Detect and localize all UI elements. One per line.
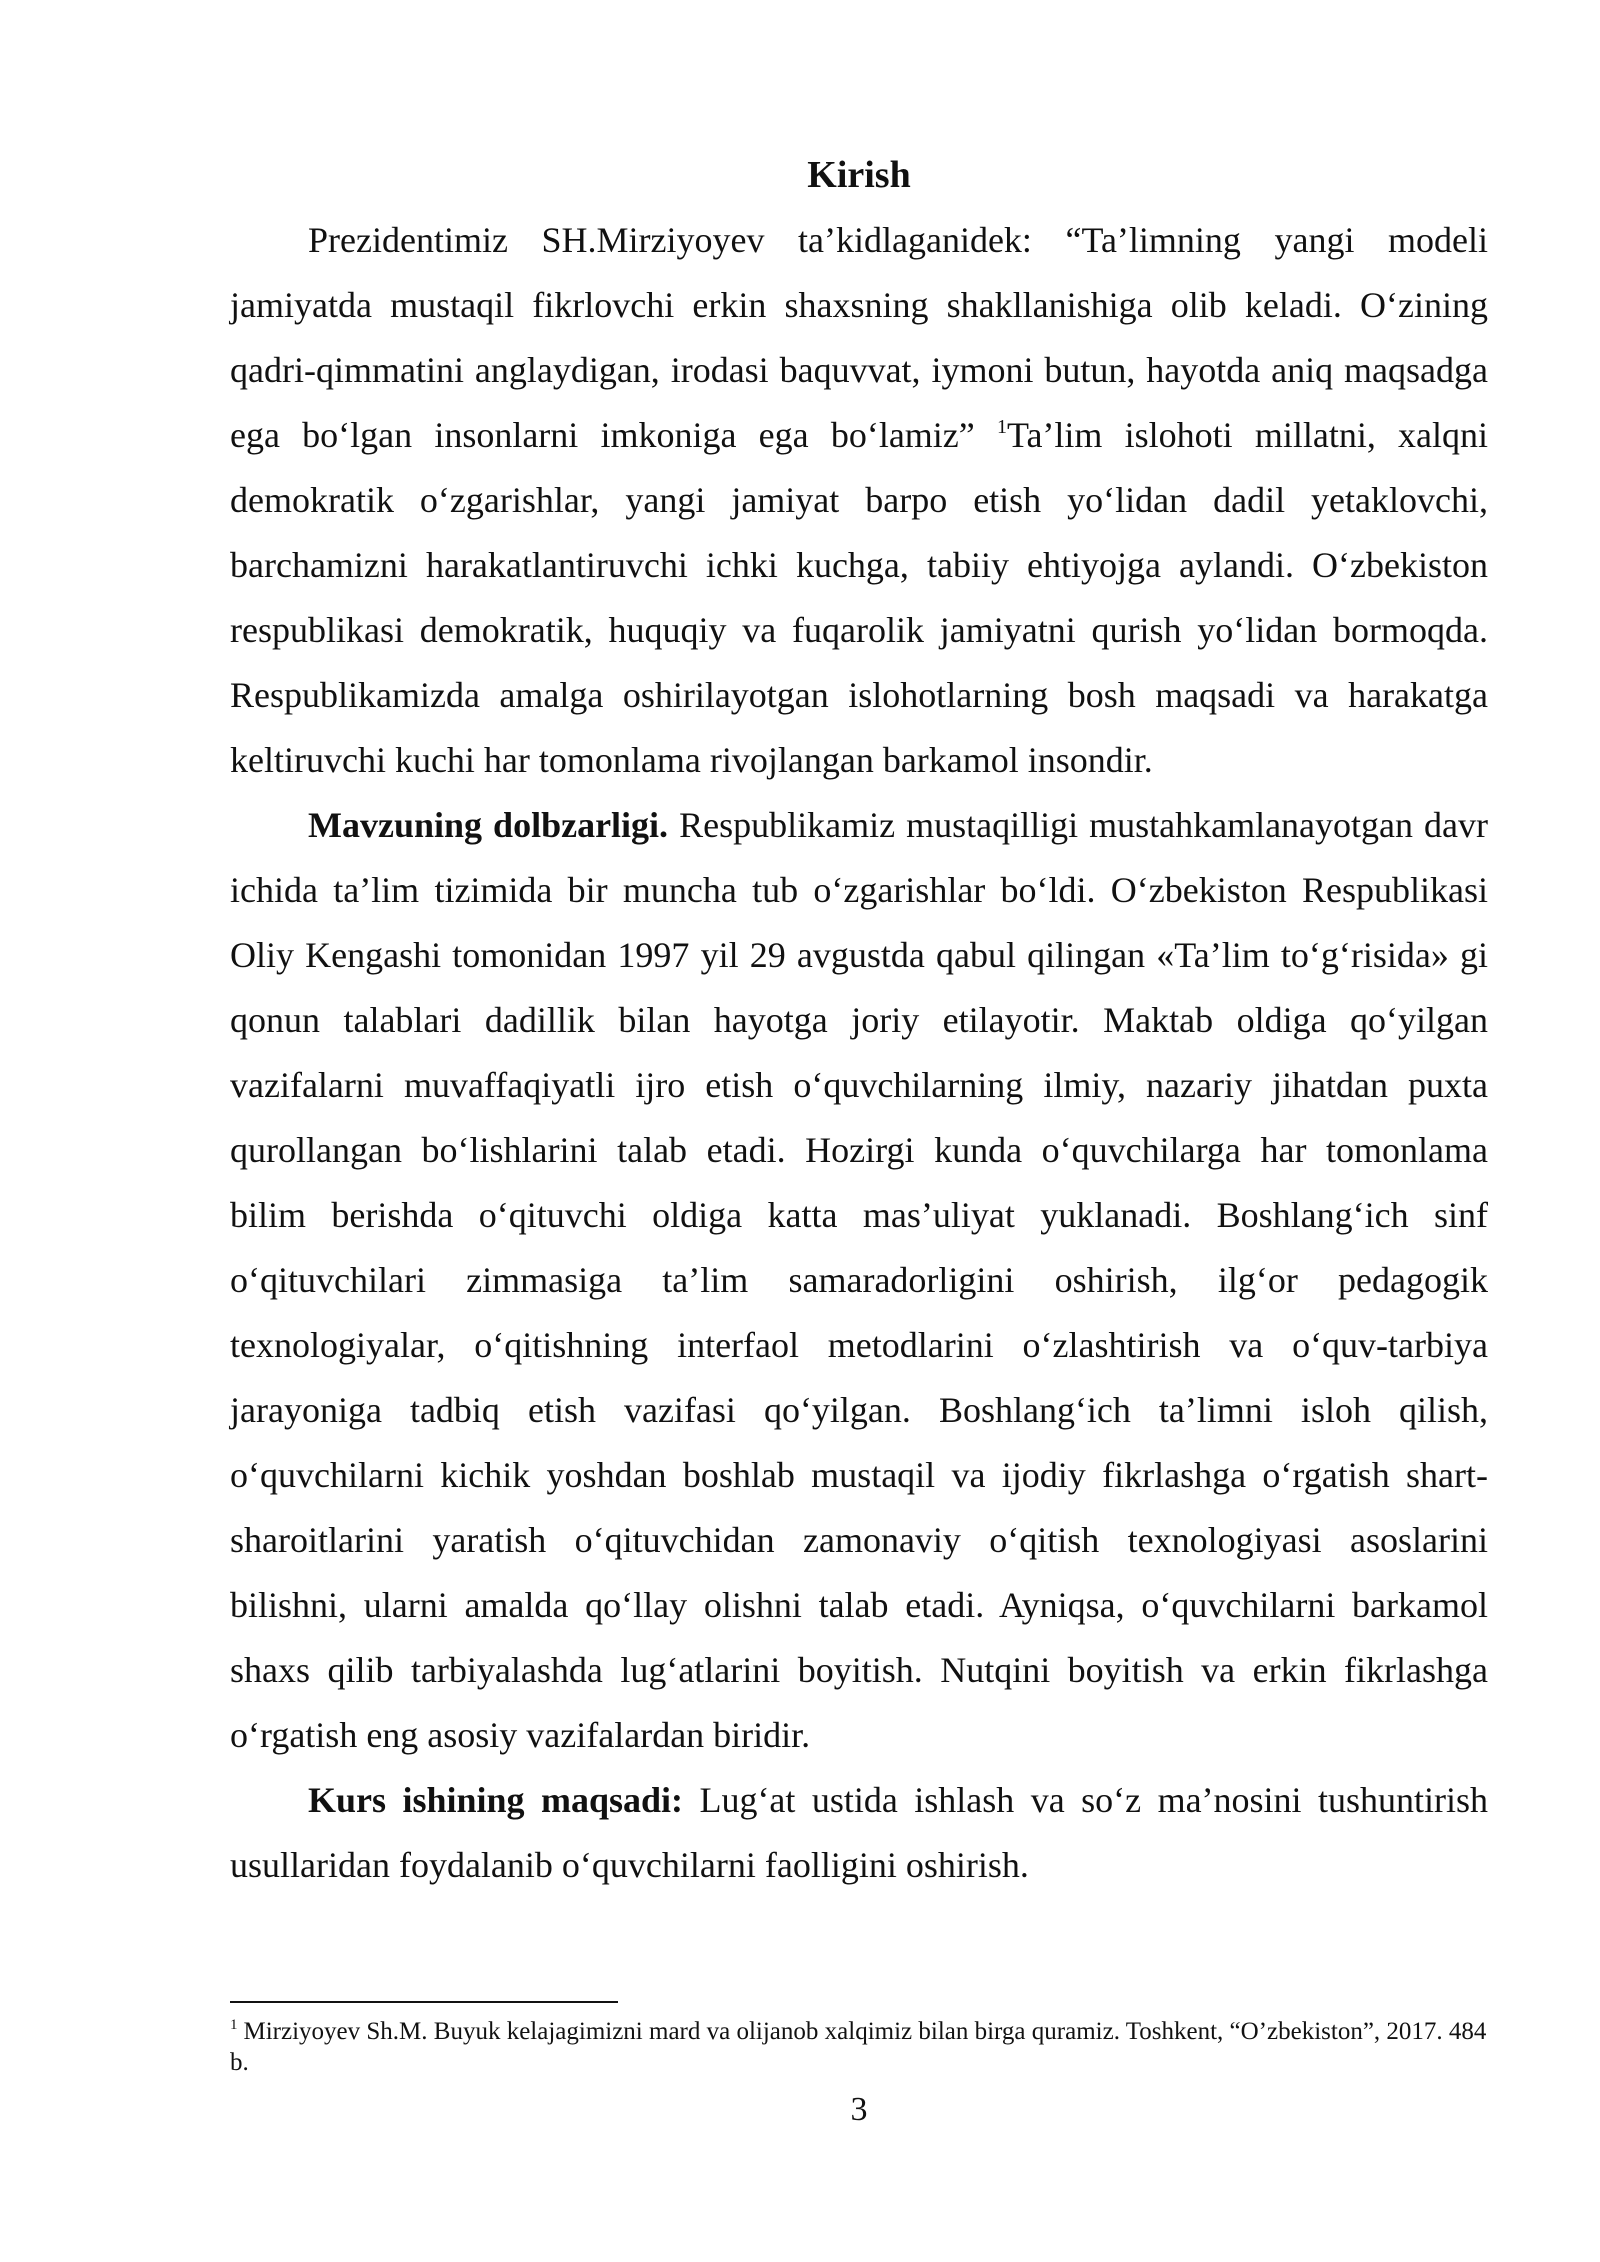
- page-number: 3: [850, 2091, 868, 2128]
- footnote-reference[interactable]: 1: [996, 416, 1007, 438]
- relevance-paragraph: [230, 793, 1488, 1768]
- footnote-marker: 1: [230, 2017, 238, 2033]
- goal-text: Lug‘at ustida ishlash va so‘z ma’nosini tushuntirish usullaridan foydalanib o‘quvchilarni faolligini oshirish.: [230, 1780, 1489, 1885]
- intro-text-part-1: Prezidentimiz SH.Mirziyoyev ta’kidlaganidek: “Ta’limning yangi modeli jamiyatda mustaqil fikrlovchi erkin shaxsning shakllanishiga olib keladi. O‘zining qadri-qimmatini anglaydigan, irodasi baquvvat, iymoni butun, hayotda aniq maqsadga ega bo‘lgan insonlarni imkoniga ega bo‘lamiz”: [230, 220, 1488, 455]
- intro-text-part-2: Ta’lim islohoti millatni, xalqni demokratik o‘zgarishlar, yangi jamiyat barpo etish yo‘lidan dadil yetaklovchi, barchamizni harakatlantiruvchi ichki kuchga, tabiiy ehtiyojga aylandi. O‘zbekiston respublikasi demokratik, huquqiy va fuqarolik jamiyatni qurish yo‘lidan bormoqda. Respublikamizda amalga oshirilayotgan islohotlarning bosh maqsadi va harakatga keltiruvchi kuchi har tomonlama rivojlangan barkamol insondir.: [230, 415, 1488, 780]
- section-title: Kirish: [807, 154, 911, 196]
- intro-paragraph: [230, 208, 1488, 793]
- goal-paragraph: [230, 1768, 1488, 1898]
- footnote: [230, 2016, 1488, 2078]
- footnote-text: Mirziyoyev Sh.M. Buyuk kelajagimizni mard va olijanob xalqimiz bilan birga quramiz. Toshkent, “O’zbekiston”, 2017. 484 b.: [230, 2018, 1487, 2076]
- page-body: [230, 148, 1488, 1898]
- relevance-heading: Mavzuning dolbzarligi.: [308, 805, 669, 845]
- goal-heading: Kurs ishining maqsadi:: [308, 1780, 684, 1820]
- footnote-separator: [230, 2001, 618, 2003]
- relevance-text: Respublikamiz mustaqilligi mustahkamlanayotgan davr ichida ta’lim tizimida bir muncha tub o‘zgarishlar bo‘ldi. O‘zbekiston Respublikasi Oliy Kengashi tomonidan 1997 yil 29 avgustda qabul qilingan «Ta’lim to‘g‘risida» gi qonun talablari dadillik bilan hayotga joriy etilayotir. Maktab oldiga qo‘yilgan vazifalarni muvaffaqiyatli ijro etish o‘quvchilarning ilmiy, nazariy jihatdan puxta qurollangan bo‘lishlarini talab etadi. Hozirgi kunda o‘quvchilarga har tomonlama bilim berishda o‘qituvchi oldiga katta mas’uliyat yuklanadi. Boshlang‘ich sinf o‘qituvchilari zimmasiga ta’lim samaradorligini oshirish, ilg‘or pedagogik texnologiyalar, o‘qitishning interfaol metodlarini o‘zlashtirish va o‘quv-tarbiya jarayoniga tadbiq etish vazifasi qo‘yilgan. Boshlang‘ich ta’limni isloh qilish, o‘quvchilarni kichik yoshdan boshlab mustaqil va ijodiy fikrlashga o‘rgatish shart-sharoitlarini yaratish o‘qituvchidan zamonaviy o‘qitish texnologiyasi asoslarini bilishni, ularni amalda qo‘llay olishni talab etadi. Ayniqsa, o‘quvchilarni barkamol shaxs qilib tarbiyalashda lug‘atlarini boyitish. Nutqini boyitish va erkin fikrlashga o‘rgatish eng asosiy vazifalardan biridir.: [230, 805, 1488, 1755]
